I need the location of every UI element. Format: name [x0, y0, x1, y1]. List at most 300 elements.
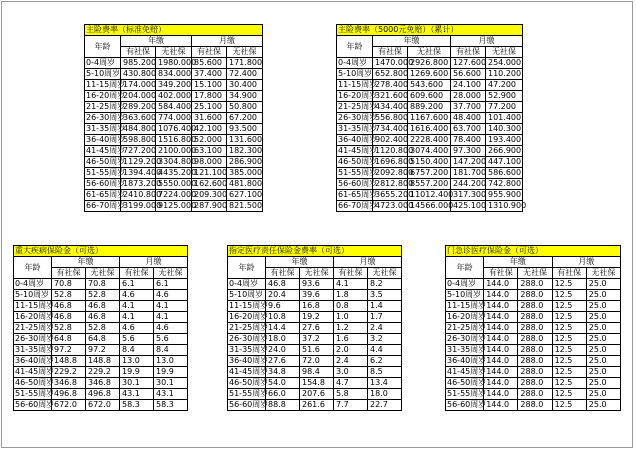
annual-without-ss-cell: 288.0: [518, 323, 552, 334]
table-row: [14, 367, 188, 378]
monthly-with-ss-cell: 63.100: [192, 146, 227, 157]
monthly-with-ss-cell: 12.5: [552, 389, 586, 400]
age-cell: 26-30周岁: [338, 113, 378, 122]
monthly-without-ss-cell: 821.500: [227, 201, 263, 212]
table-row: [14, 334, 188, 345]
monthly-with-ss-cell: 4.1: [120, 312, 154, 323]
monthly-with-ss-cell: 97.300: [451, 146, 486, 157]
monthly-without-ss-cell: 6.1: [154, 279, 188, 290]
table-row: [228, 400, 402, 411]
annual-with-ss-cell: 144.0: [484, 323, 518, 334]
annual-without-ss-cell: 154.8: [300, 378, 334, 389]
monthly-without-ss-cell: 627.100: [227, 190, 263, 201]
with-ss-header: 有社保: [484, 268, 518, 279]
age-cell: 61-65周岁: [86, 190, 126, 199]
annual-header: 年缴: [121, 36, 192, 47]
monthly-without-ss-cell: 25.0: [586, 367, 620, 378]
monthly-without-ss-cell: 8.5: [368, 367, 402, 378]
age-cell: 36-40周岁: [447, 356, 487, 365]
age-cell: 0-4周岁: [14, 279, 52, 290]
age-cell: 36-40周岁: [15, 356, 55, 365]
with-ss-header: 有社保: [266, 268, 300, 279]
table-row: [337, 124, 523, 135]
annual-with-ss-cell: 144.0: [484, 356, 518, 367]
monthly-without-ss-cell: 25.0: [586, 290, 620, 301]
monthly-with-ss-cell: 24.100: [451, 80, 486, 91]
monthly-without-ss-cell: 4.6: [154, 290, 188, 301]
annual-without-ss-cell: 5150.400: [408, 157, 451, 168]
table-row: [85, 80, 263, 91]
age-cell: 11-15周岁: [86, 80, 126, 89]
monthly-with-ss-cell: 287.900: [192, 201, 227, 212]
annual-without-ss-cell: 93.6: [300, 279, 334, 290]
table-row: [14, 290, 188, 301]
monthly-with-ss-cell: 48.400: [451, 113, 486, 124]
age-cell: 11-15周岁: [447, 301, 487, 310]
age-cell: 16-20周岁: [86, 91, 126, 100]
annual-with-ss-cell: 27.6: [266, 356, 300, 367]
age-cell: 0-4周岁: [446, 279, 484, 290]
age-cell: 26-30周岁: [447, 334, 487, 343]
annual-without-ss-cell: 402.000: [156, 91, 192, 102]
monthly-with-ss-cell: 19.9: [120, 367, 154, 378]
age-cell: 0-4周岁: [228, 279, 266, 290]
annual-without-ss-cell: 288.0: [518, 389, 552, 400]
table-row: [14, 378, 188, 389]
monthly-with-ss-cell: 85.600: [192, 58, 227, 69]
annual-without-ss-cell: 52.8: [86, 290, 120, 301]
annual-with-ss-cell: 144.0: [484, 301, 518, 312]
table-row: [14, 356, 188, 367]
age-cell: 51-55周岁: [229, 389, 269, 398]
with-ss-header: 有社保: [373, 47, 408, 58]
monthly-without-ss-cell: 25.0: [586, 356, 620, 367]
age-header: 年龄: [85, 36, 121, 58]
age-cell: 0-4周岁: [85, 58, 121, 69]
annual-with-ss-cell: 144.0: [484, 378, 518, 389]
monthly-with-ss-cell: 4.7: [334, 378, 368, 389]
table-row: [337, 190, 523, 201]
monthly-with-ss-cell: 127.600: [451, 58, 486, 69]
annual-with-ss-cell: 34.8: [266, 367, 300, 378]
with-ss-header: 有社保: [451, 47, 486, 58]
table-row: [14, 400, 188, 411]
table-row: [446, 400, 621, 411]
age-cell: 56-60周岁: [338, 179, 378, 188]
annual-with-ss-cell: 278.400: [373, 80, 408, 91]
monthly-without-ss-cell: 77.200: [486, 102, 523, 113]
monthly-without-ss-cell: 101.400: [486, 113, 523, 124]
annual-with-ss-cell: 64.8: [52, 334, 86, 345]
table-row: [85, 146, 263, 157]
annual-without-ss-cell: 1167.600: [408, 113, 451, 124]
monthly-with-ss-cell: 2.0: [334, 345, 368, 356]
table-row: [85, 157, 263, 168]
age-cell: 51-55周岁: [15, 389, 55, 398]
annual-with-ss-cell: 97.2: [52, 345, 86, 356]
table-row: [14, 279, 188, 290]
annual-with-ss-cell: 496.8: [52, 389, 86, 400]
annual-without-ss-cell: 584.400: [156, 102, 192, 113]
with-ss-header: 有社保: [120, 268, 154, 279]
annual-without-ss-cell: 288.0: [518, 356, 552, 367]
annual-without-ss-cell: 51.6: [300, 345, 334, 356]
table-row: [14, 323, 188, 334]
table-row: [337, 91, 523, 102]
table-row: [228, 301, 402, 312]
monthly-with-ss-cell: 1.0: [334, 312, 368, 323]
annual-without-ss-cell: 834.000: [156, 69, 192, 80]
monthly-without-ss-cell: 110.200: [486, 69, 523, 80]
annual-without-ss-cell: 288.0: [518, 400, 552, 411]
age-cell: 61-65周岁: [338, 190, 378, 199]
annual-without-ss-cell: 288.0: [518, 334, 552, 345]
monthly-with-ss-cell: 2.4: [334, 356, 368, 367]
with-ss-header: 有社保: [334, 268, 368, 279]
annual-without-ss-cell: 261.6: [300, 400, 334, 411]
annual-without-ss-cell: 4435.200: [156, 168, 192, 179]
table-row: [228, 389, 402, 400]
monthly-with-ss-cell: 31.600: [192, 113, 227, 124]
table-row: [446, 334, 621, 345]
annual-with-ss-cell: 144.0: [484, 312, 518, 323]
table-row: [446, 323, 621, 334]
monthly-with-ss-cell: 209.300: [192, 190, 227, 201]
age-cell: 31-35周岁: [447, 345, 487, 354]
monthly-without-ss-cell: 67.200: [227, 113, 263, 124]
annual-without-ss-cell: 39.6: [300, 290, 334, 301]
monthly-with-ss-cell: 244.200: [451, 179, 486, 190]
annual-without-ss-cell: 288.0: [518, 312, 552, 323]
annual-with-ss-cell: 4723.000: [373, 201, 408, 212]
designated-medical-table: [227, 245, 402, 411]
monthly-with-ss-cell: 63.700: [451, 124, 486, 135]
table-row: [85, 124, 263, 135]
annual-with-ss-cell: 1873.200: [121, 179, 156, 190]
annual-with-ss-cell: 144.0: [484, 367, 518, 378]
table-row: [85, 58, 263, 69]
annual-with-ss-cell: 54.0: [266, 378, 300, 389]
annual-with-ss-cell: 2092.800: [373, 168, 408, 179]
age-cell: 41-45周岁: [338, 146, 378, 155]
age-cell: 5-10周岁: [338, 69, 373, 78]
age-header: 年龄: [228, 257, 266, 279]
annual-with-ss-cell: 52.8: [52, 290, 86, 301]
annual-without-ss-cell: 46.8: [86, 301, 120, 312]
monthly-with-ss-cell: 28.000: [451, 91, 486, 102]
annual-without-ss-cell: 46.8: [86, 312, 120, 323]
annual-without-ss-cell: 346.8: [86, 378, 120, 389]
annual-without-ss-cell: 889.200: [408, 102, 451, 113]
monthly-with-ss-cell: 12.5: [552, 334, 586, 345]
monthly-with-ss-cell: 52.000: [192, 135, 227, 146]
without-ss-header: 无社保: [486, 47, 523, 58]
table-row: [337, 69, 523, 80]
annual-with-ss-cell: 434.400: [373, 102, 408, 113]
annual-without-ss-cell: 2926.800: [408, 58, 451, 69]
monthly-without-ss-cell: 171.800: [227, 58, 263, 69]
monthly-without-ss-cell: 586.600: [486, 168, 523, 179]
table-row: [228, 345, 402, 356]
age-cell: 5-10周岁: [14, 290, 52, 301]
monthly-with-ss-cell: 12.5: [552, 279, 586, 290]
monthly-with-ss-cell: 3.0: [334, 367, 368, 378]
annual-without-ss-cell: 496.8: [86, 389, 120, 400]
annual-with-ss-cell: 18.0: [266, 334, 300, 345]
age-cell: 16-20周岁: [447, 312, 487, 321]
age-header: 年龄: [446, 257, 484, 279]
age-cell: 56-60周岁: [229, 400, 269, 409]
monthly-with-ss-cell: 12.5: [552, 367, 586, 378]
age-cell: 5-10周岁: [446, 290, 484, 301]
table-title: 重大疾病保险金（可选）: [14, 246, 188, 257]
table-title: 指定医疗责任保险金费率（可选）: [228, 246, 402, 257]
annual-with-ss-cell: 144.0: [484, 400, 518, 411]
monthly-with-ss-cell: 98.000: [192, 157, 227, 168]
annual-without-ss-cell: 72.0: [300, 356, 334, 367]
without-ss-header: 无社保: [408, 47, 451, 58]
annual-without-ss-cell: 543.600: [408, 80, 451, 91]
monthly-without-ss-cell: 47.200: [486, 80, 523, 91]
annual-with-ss-cell: 985.200: [121, 58, 156, 69]
annual-with-ss-cell: 3655.200: [373, 190, 408, 201]
monthly-with-ss-cell: 12.5: [552, 301, 586, 312]
monthly-without-ss-cell: 481.800: [227, 179, 263, 190]
annual-without-ss-cell: 774.000: [156, 113, 192, 124]
monthly-without-ss-cell: 25.0: [586, 389, 620, 400]
annual-without-ss-cell: 3074.400: [408, 146, 451, 157]
annual-without-ss-cell: 27.6: [300, 323, 334, 334]
age-cell: 26-30周岁: [15, 334, 55, 343]
monthly-without-ss-cell: 5.6: [154, 334, 188, 345]
monthly-without-ss-cell: 93.500: [227, 124, 263, 135]
monthly-without-ss-cell: 3.5: [368, 290, 402, 301]
annual-with-ss-cell: 9.6: [266, 301, 300, 312]
age-cell: 41-45周岁: [229, 367, 269, 376]
monthly-without-ss-cell: 266.900: [486, 146, 523, 157]
table-row: [446, 345, 621, 356]
annual-with-ss-cell: 484.800: [121, 124, 156, 135]
age-cell: 11-15周岁: [229, 301, 269, 310]
monthly-with-ss-cell: 317.300: [451, 190, 486, 201]
table-row: [446, 290, 621, 301]
annual-with-ss-cell: 24.0: [266, 345, 300, 356]
annual-without-ss-cell: 1616.400: [408, 124, 451, 135]
table-row: [14, 345, 188, 356]
annual-without-ss-cell: 349.200: [156, 80, 192, 91]
age-cell: 66-70周岁: [338, 201, 378, 210]
annual-with-ss-cell: 10.8: [266, 312, 300, 323]
monthly-with-ss-cell: 181.700: [451, 168, 486, 179]
annual-without-ss-cell: 70.8: [86, 279, 120, 290]
table-row: [85, 69, 263, 80]
monthly-with-ss-cell: 30.1: [120, 378, 154, 389]
age-cell: 21-25周岁: [86, 102, 126, 111]
with-ss-header: 有社保: [552, 268, 586, 279]
table-title: 主险费率（5000元免赔）（累计）: [337, 25, 523, 36]
annual-with-ss-cell: 144.0: [484, 279, 518, 290]
age-cell: 36-40周岁: [229, 356, 269, 365]
monthly-without-ss-cell: 25.0: [586, 345, 620, 356]
table-row: [14, 389, 188, 400]
table-row: [228, 334, 402, 345]
table-row: [337, 157, 523, 168]
annual-with-ss-cell: 672.0: [52, 400, 86, 411]
monthly-with-ss-cell: 147.200: [451, 157, 486, 168]
table-row: [85, 91, 263, 102]
monthly-with-ss-cell: 12.5: [552, 345, 586, 356]
annual-with-ss-cell: 144.0: [484, 334, 518, 345]
monthly-without-ss-cell: 4.1: [154, 301, 188, 312]
age-cell: 36-40周岁: [86, 135, 126, 144]
table-row: [446, 301, 621, 312]
age-cell: 0-4周岁: [337, 58, 373, 69]
age-cell: 56-60周岁: [15, 400, 55, 409]
table-row: [85, 168, 263, 179]
table-row: [85, 113, 263, 124]
age-cell: 46-50周岁: [229, 378, 269, 387]
age-cell: 31-35周岁: [15, 345, 55, 354]
monthly-without-ss-cell: 25.0: [586, 301, 620, 312]
age-cell: 11-15周岁: [338, 80, 378, 89]
outpatient-medical-table: [445, 245, 621, 411]
annual-without-ss-cell: 288.0: [518, 345, 552, 356]
annual-with-ss-cell: 66.0: [266, 389, 300, 400]
annual-with-ss-cell: 148.8: [52, 356, 86, 367]
annual-without-ss-cell: 207.6: [300, 389, 334, 400]
annual-without-ss-cell: 52.8: [86, 323, 120, 334]
table-row: [337, 146, 523, 157]
monthly-with-ss-cell: 15.100: [192, 80, 227, 91]
age-cell: 16-20周岁: [229, 312, 269, 321]
table-row: [446, 367, 621, 378]
with-ss-header: 有社保: [121, 47, 156, 58]
age-cell: 21-25周岁: [229, 323, 269, 332]
annual-with-ss-cell: 734.400: [373, 124, 408, 135]
age-cell: 5-10周岁: [86, 69, 121, 78]
annual-with-ss-cell: 14.4: [266, 323, 300, 334]
annual-without-ss-cell: 672.0: [86, 400, 120, 411]
without-ss-header: 无社保: [586, 268, 620, 279]
annual-without-ss-cell: 288.0: [518, 279, 552, 290]
table-row: [85, 102, 263, 113]
annual-with-ss-cell: 3199.000: [121, 201, 156, 212]
monthly-without-ss-cell: 1.4: [368, 301, 402, 312]
table-row: [228, 312, 402, 323]
annual-without-ss-cell: 14566.000: [408, 201, 451, 212]
monthly-without-ss-cell: 4.6: [154, 323, 188, 334]
table-row: [85, 179, 263, 190]
monthly-with-ss-cell: 162.600: [192, 179, 227, 190]
table-row: [14, 301, 188, 312]
monthly-without-ss-cell: 25.0: [586, 334, 620, 345]
without-ss-header: 无社保: [368, 268, 402, 279]
age-cell: 51-55周岁: [338, 168, 378, 177]
annual-with-ss-cell: 1120.800: [373, 146, 408, 157]
monthly-without-ss-cell: 2.4: [368, 323, 402, 334]
annual-with-ss-cell: 144.0: [484, 290, 518, 301]
monthly-with-ss-cell: 5.6: [120, 334, 154, 345]
age-cell: 51-55周岁: [447, 389, 487, 398]
table-row: [446, 378, 621, 389]
age-cell: 16-20周岁: [15, 312, 55, 321]
annual-with-ss-cell: 1129.200: [121, 157, 156, 168]
monthly-with-ss-cell: 58.3: [120, 400, 154, 411]
monthly-without-ss-cell: 58.3: [154, 400, 188, 411]
table-row: [446, 356, 621, 367]
age-cell: 31-35周岁: [229, 345, 269, 354]
age-cell: 41-45周岁: [86, 146, 126, 155]
annual-without-ss-cell: 148.8: [86, 356, 120, 367]
annual-without-ss-cell: 1269.600: [408, 69, 451, 80]
monthly-header: 月缴: [120, 257, 188, 268]
monthly-with-ss-cell: 25.100: [192, 102, 227, 113]
critical-illness-table: [13, 245, 188, 411]
monthly-without-ss-cell: 6.2: [368, 356, 402, 367]
table-row: [337, 58, 523, 69]
annual-with-ss-cell: 321.600: [373, 91, 408, 102]
table-row: [337, 135, 523, 146]
monthly-without-ss-cell: 193.400: [486, 135, 523, 146]
annual-with-ss-cell: 2410.800: [121, 190, 156, 201]
annual-with-ss-cell: 46.8: [52, 301, 86, 312]
monthly-with-ss-cell: 425.100: [451, 201, 486, 212]
monthly-with-ss-cell: 1.8: [334, 290, 368, 301]
main-rate-standard-table: [84, 24, 263, 212]
monthly-with-ss-cell: 121.100: [192, 168, 227, 179]
annual-with-ss-cell: 88.8: [266, 400, 300, 411]
table-row: [85, 135, 263, 146]
annual-with-ss-cell: 430.800: [121, 69, 156, 80]
table-row: [337, 80, 523, 91]
monthly-with-ss-cell: 7.7: [334, 400, 368, 411]
monthly-without-ss-cell: 30.400: [227, 80, 263, 91]
monthly-without-ss-cell: 25.0: [586, 378, 620, 389]
monthly-without-ss-cell: 52.900: [486, 91, 523, 102]
without-ss-header: 无社保: [300, 268, 334, 279]
annual-without-ss-cell: 7224.000: [156, 190, 192, 201]
monthly-without-ss-cell: 13.4: [368, 378, 402, 389]
annual-without-ss-cell: 5550.000: [156, 179, 192, 190]
monthly-without-ss-cell: 72.400: [227, 69, 263, 80]
age-cell: 26-30周岁: [86, 113, 126, 122]
table-title: 门急诊医疗保险金（可选）: [446, 246, 621, 257]
annual-without-ss-cell: 16.8: [300, 301, 334, 312]
monthly-header: 月缴: [334, 257, 402, 268]
age-cell: 41-45周岁: [447, 367, 487, 376]
annual-without-ss-cell: 288.0: [518, 301, 552, 312]
monthly-with-ss-cell: 4.1: [334, 279, 368, 290]
annual-with-ss-cell: 174.000: [121, 80, 156, 91]
monthly-without-ss-cell: 8.4: [154, 345, 188, 356]
table-row: [337, 102, 523, 113]
annual-without-ss-cell: 1076.400: [156, 124, 192, 135]
without-ss-header: 无社保: [227, 47, 263, 58]
table-row: [14, 312, 188, 323]
table-row: [228, 356, 402, 367]
annual-without-ss-cell: 97.2: [86, 345, 120, 356]
annual-header: 年缴: [52, 257, 120, 268]
age-cell: 46-50周岁: [447, 378, 487, 387]
monthly-without-ss-cell: 3.2: [368, 334, 402, 345]
monthly-with-ss-cell: 0.8: [334, 301, 368, 312]
monthly-without-ss-cell: 385.000: [227, 168, 263, 179]
age-cell: 16-20周岁: [338, 91, 378, 100]
annual-without-ss-cell: 98.4: [300, 367, 334, 378]
monthly-with-ss-cell: 37.700: [451, 102, 486, 113]
monthly-with-ss-cell: 4.1: [120, 301, 154, 312]
monthly-without-ss-cell: 8.2: [368, 279, 402, 290]
